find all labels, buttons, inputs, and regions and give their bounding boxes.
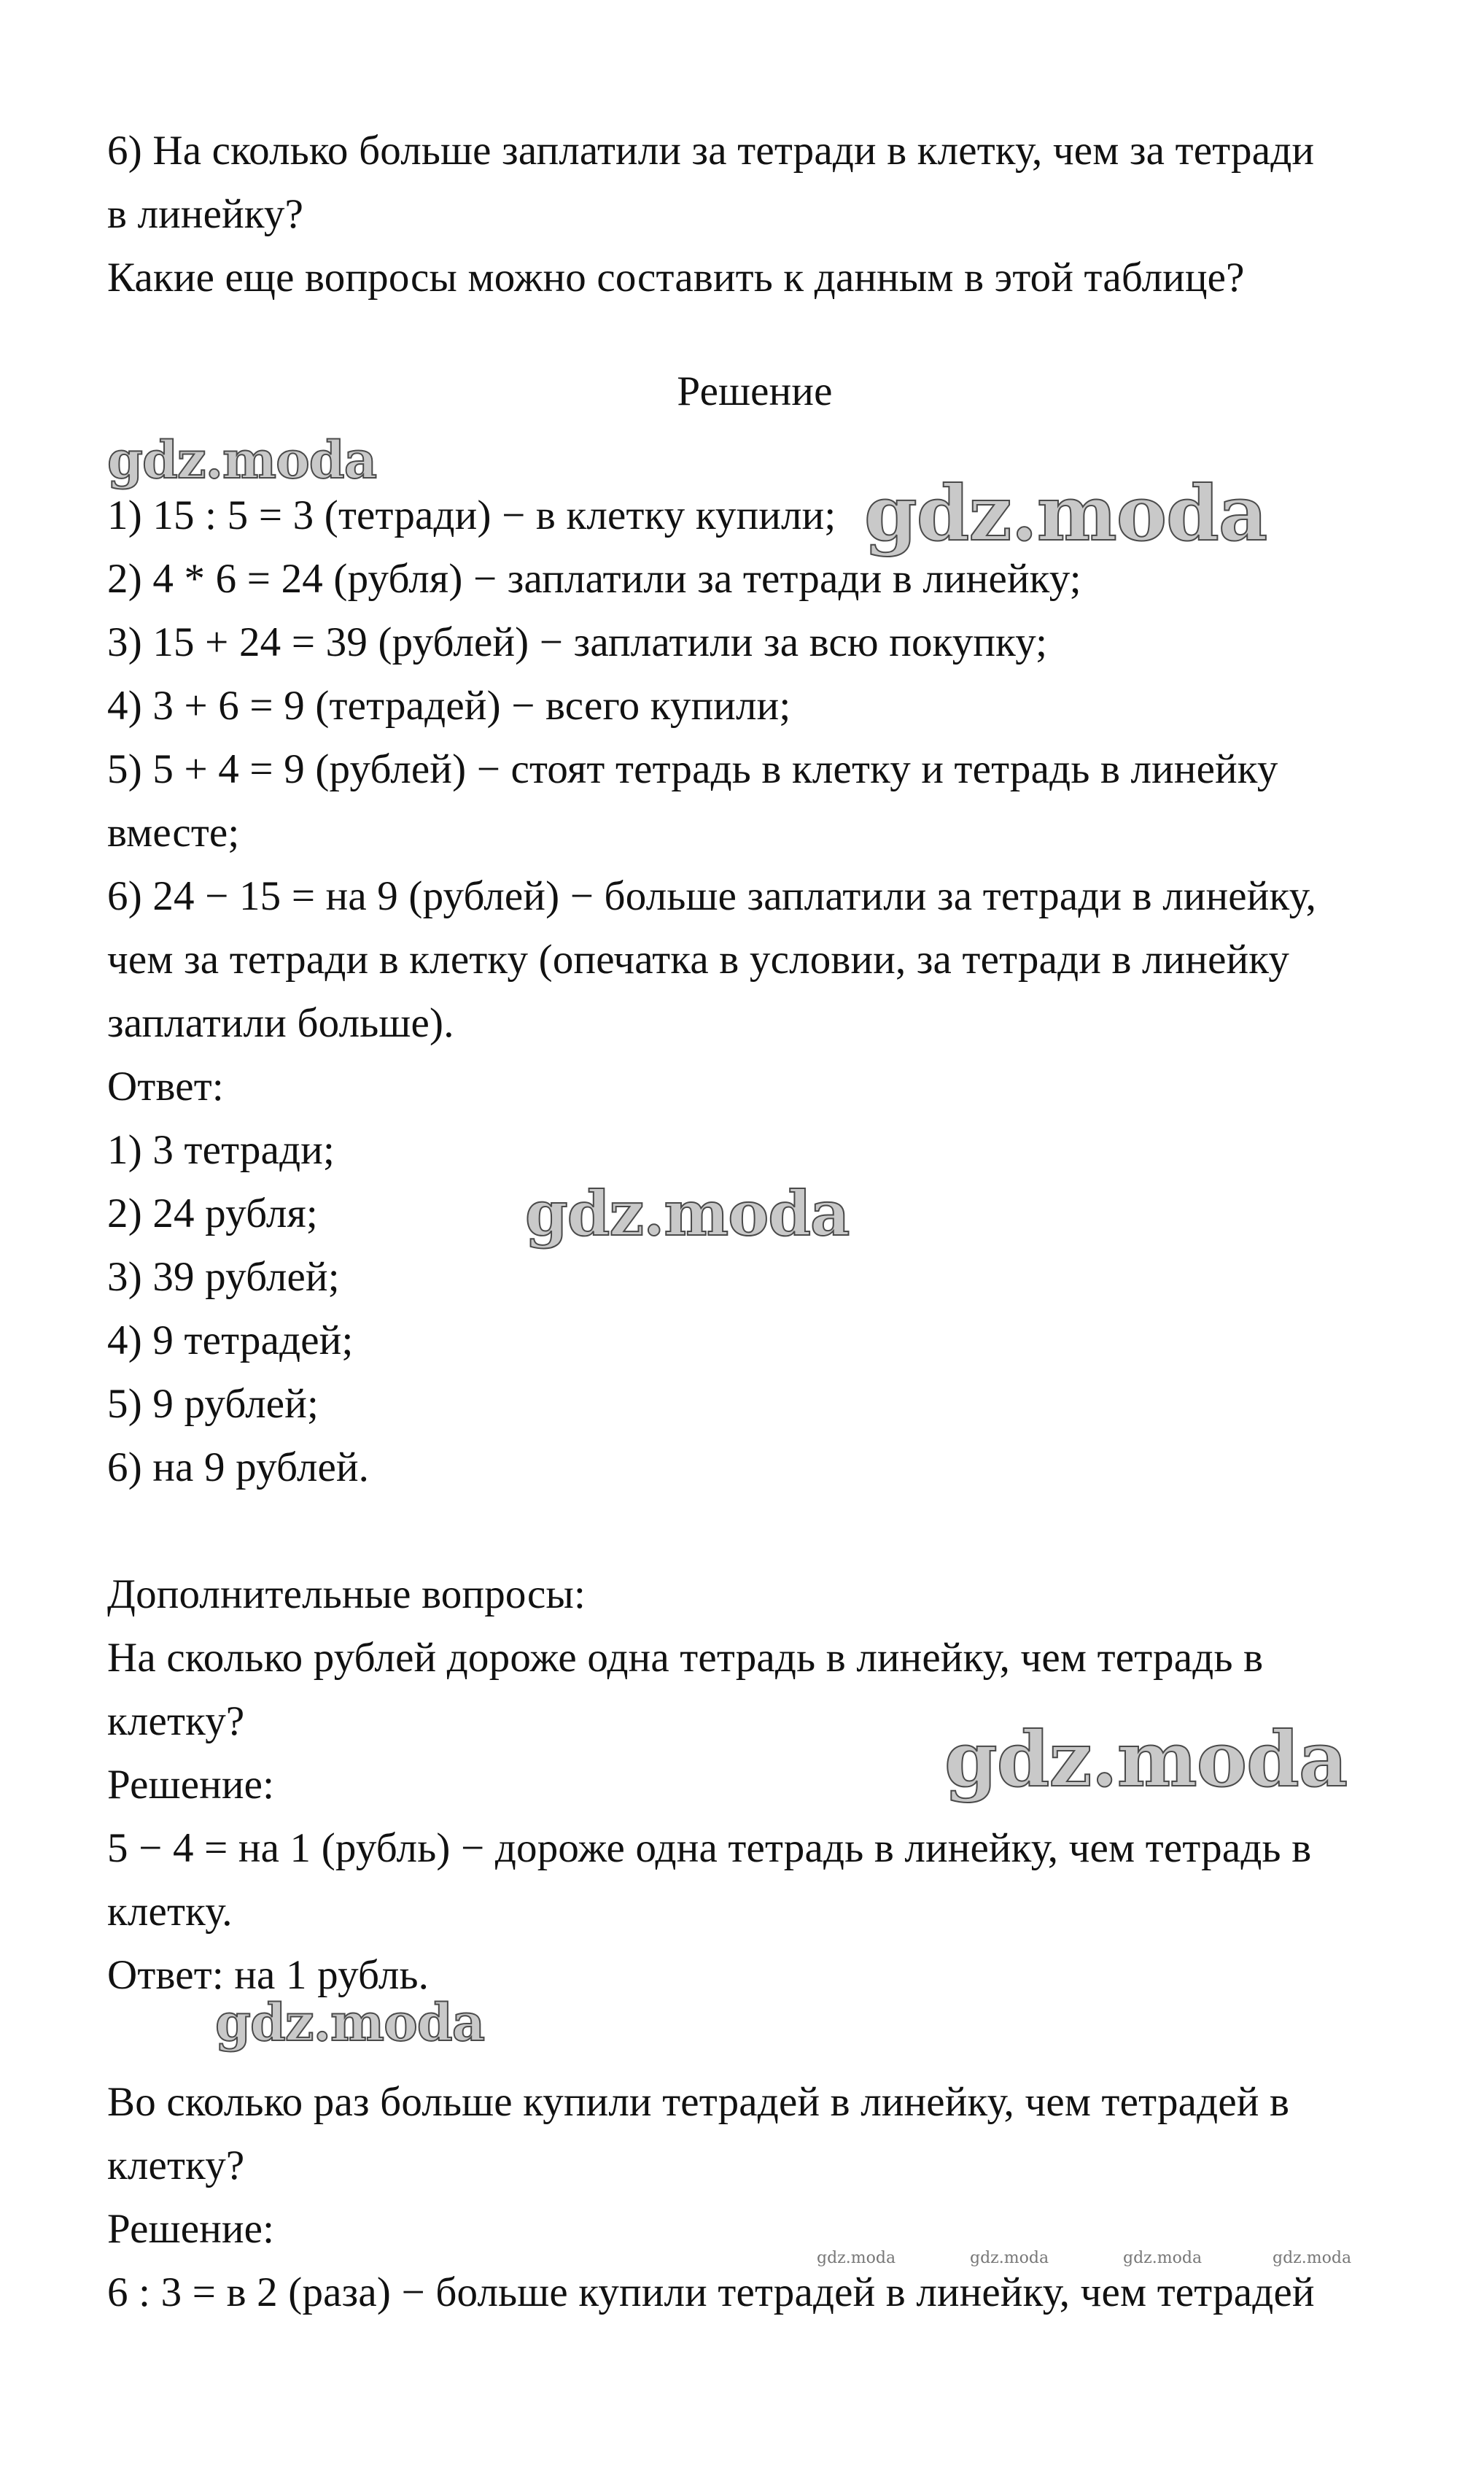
watermark: gdz.moda (215, 1992, 485, 2053)
answer-item: 2) 24 рубля; (107, 1191, 318, 1236)
answer-item: 1) 3 тетради; (107, 1127, 335, 1173)
text-line: Решение: (107, 2206, 275, 2252)
text-line: 5 − 4 = на 1 (рубль) − дороже одна тетрадь в линейку, чем тетрадь в (107, 1825, 1312, 1871)
text-line: Решение: (107, 1762, 275, 1808)
text-line: 5) 5 + 4 = 9 (рублей) − стоят тетрадь в клетку и тетрадь в линейку (107, 746, 1278, 792)
text-line: На сколько рублей дороже одна тетрадь в линейку, чем тетрадь в (107, 1635, 1264, 1681)
answer-item: 5) 9 рублей; (107, 1381, 319, 1427)
text-line: 6) На сколько больше заплатили за тетради в клетку, чем за тетради (107, 128, 1315, 174)
answer-item: 6) на 9 рублей. (107, 1444, 370, 1490)
text-line: чем за тетради в клетку (опечатка в условии, за тетради в линейку (107, 937, 1290, 983)
text-line: Во сколько раз больше купили тетрадей в линейку, чем тетрадей в (107, 2079, 1290, 2125)
section-heading: Решение (677, 368, 833, 414)
answer-item: 4) 9 тетрадей; (107, 1317, 354, 1363)
answer-item: 3) 39 рублей; (107, 1254, 340, 1300)
text-line: 4) 3 + 6 = 9 (тетрадей) − всего купили; (107, 683, 791, 729)
watermark: gdz.moda (107, 430, 377, 490)
text-line: клетку? (107, 1698, 245, 1744)
text-line: 2) 4 * 6 = 24 (рубля) − заплатили за тетради в линейку; (107, 556, 1081, 602)
text-line: в линейку? (107, 191, 304, 237)
watermark: gdz.moda (525, 1177, 850, 1250)
text-line: клетку. (107, 1889, 233, 1935)
text-line: заплатили больше). (107, 1000, 454, 1046)
text-line: 3) 15 + 24 = 39 (рублей) − заплатили за всю покупку; (107, 619, 1048, 665)
watermark: gdz.moda (970, 2249, 1049, 2267)
watermark: gdz.moda (1273, 2249, 1352, 2267)
watermark: gdz.moda (1123, 2249, 1203, 2267)
text-line: Какие еще вопросы можно составить к данным в этой таблице? (107, 255, 1245, 301)
watermark: gdz.moda (864, 468, 1267, 558)
extra-questions-heading: Дополнительные вопросы: (107, 1571, 586, 1617)
watermark: gdz.moda (944, 1714, 1348, 1804)
text-line: клетку? (107, 2142, 245, 2188)
text-line: вместе; (107, 810, 240, 856)
answer-heading: Ответ: (107, 1064, 224, 1110)
text-line: 6) 24 − 15 = на 9 (рублей) − больше заплатили за тетради в линейку, (107, 873, 1317, 919)
text-line: 1) 15 : 5 = 3 (тетради) − в клетку купили; (107, 492, 836, 538)
watermark: gdz.moda (817, 2249, 896, 2267)
text-line: 6 : 3 = в 2 (раза) − больше купили тетрадей в линейку, чем тетрадей (107, 2269, 1315, 2315)
text-line: Ответ: на 1 рубль. (107, 1952, 430, 1998)
